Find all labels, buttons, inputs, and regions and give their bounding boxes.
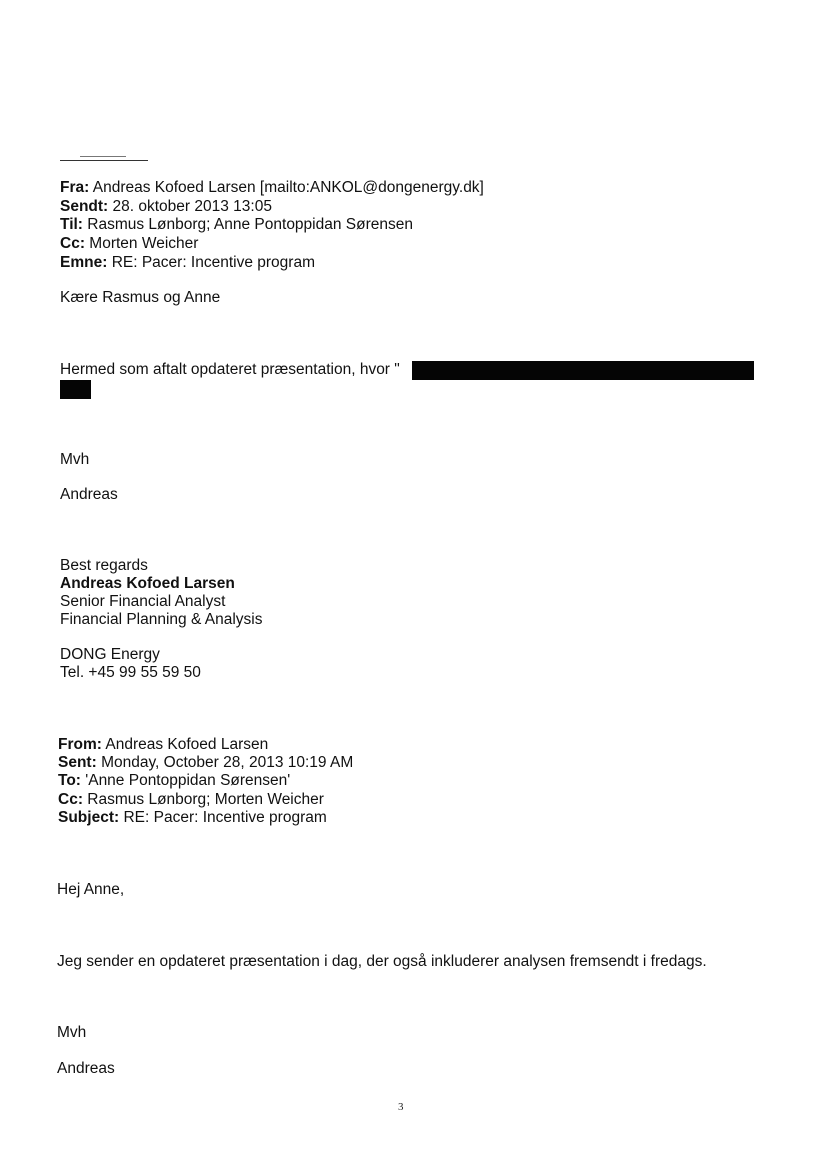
email2-cc-line [58, 791, 324, 809]
signature-regards: Best regards [60, 557, 148, 574]
email2-closing: Mvh [57, 1024, 87, 1041]
email2-subject-line [58, 809, 327, 827]
email1-cc-line [60, 235, 198, 253]
email1-greeting: Kære Rasmus og Anne [60, 289, 221, 306]
top-rule-short [80, 156, 126, 157]
email1-subject-label: Emne: [60, 254, 108, 271]
email1-from-value: Andreas Kofoed Larsen [mailto:ANKOL@dongenergy.dk] [92, 179, 484, 196]
email2-to-line [58, 772, 290, 790]
email2-from-value: Andreas Kofoed Larsen [105, 736, 269, 753]
signature-company: DONG Energy [60, 646, 160, 663]
top-rule [60, 160, 148, 161]
email2-cc-value: Rasmus Lønborg; Morten Weicher [87, 791, 324, 808]
email1-sent-label: Sendt: [60, 198, 109, 215]
email2-to-label: To: [58, 772, 81, 789]
email2-to-value: 'Anne Pontoppidan Sørensen' [85, 772, 291, 789]
email1-sent-value: 28. oktober 2013 13:05 [112, 198, 272, 215]
redaction-block [412, 361, 754, 380]
email1-closing: Mvh [60, 451, 90, 468]
email2-subject-value: RE: Pacer: Incentive program [123, 809, 327, 826]
email1-to-value: Rasmus Lønborg; Anne Pontoppidan Sørensen [87, 216, 413, 233]
email2-from-label: From: [58, 736, 102, 753]
email2-body: Jeg sender en opdateret præsentation i dag, der også inkluderer analysen fremsendt i fredags. [57, 953, 707, 970]
email1-cc-label: Cc: [60, 235, 85, 252]
signature-title: Senior Financial Analyst [60, 593, 226, 610]
email1-name: Andreas [60, 486, 118, 503]
email1-to-line [60, 216, 413, 234]
signature-name: Andreas Kofoed Larsen [60, 575, 235, 592]
email2-name: Andreas [57, 1060, 115, 1077]
page-number: 3 [398, 1101, 404, 1113]
signature-phone: Tel. +45 99 55 59 50 [60, 664, 201, 681]
email2-sent-label: Sent: [58, 754, 97, 771]
email1-subject-line [60, 254, 315, 272]
email1-sent-line [60, 198, 272, 216]
email2-cc-label: Cc: [58, 791, 83, 808]
email2-from-line [58, 736, 268, 754]
email1-body: Hermed som aftalt opdateret præsentation, hvor " [60, 361, 400, 378]
email1-to-label: Til: [60, 216, 83, 233]
email1-subject-value: RE: Pacer: Incentive program [111, 254, 315, 271]
email1-from-label: Fra: [60, 179, 90, 196]
signature-department: Financial Planning & Analysis [60, 611, 263, 628]
email2-sent-value: Monday, October 28, 2013 10:19 AM [101, 754, 354, 771]
email1-from-line [60, 179, 484, 197]
redaction-block-small [60, 380, 91, 399]
email2-sent-line [58, 754, 353, 772]
email2-subject-label: Subject: [58, 809, 120, 826]
email2-greeting: Hej Anne, [57, 881, 125, 898]
email1-cc-value: Morten Weicher [89, 235, 199, 252]
